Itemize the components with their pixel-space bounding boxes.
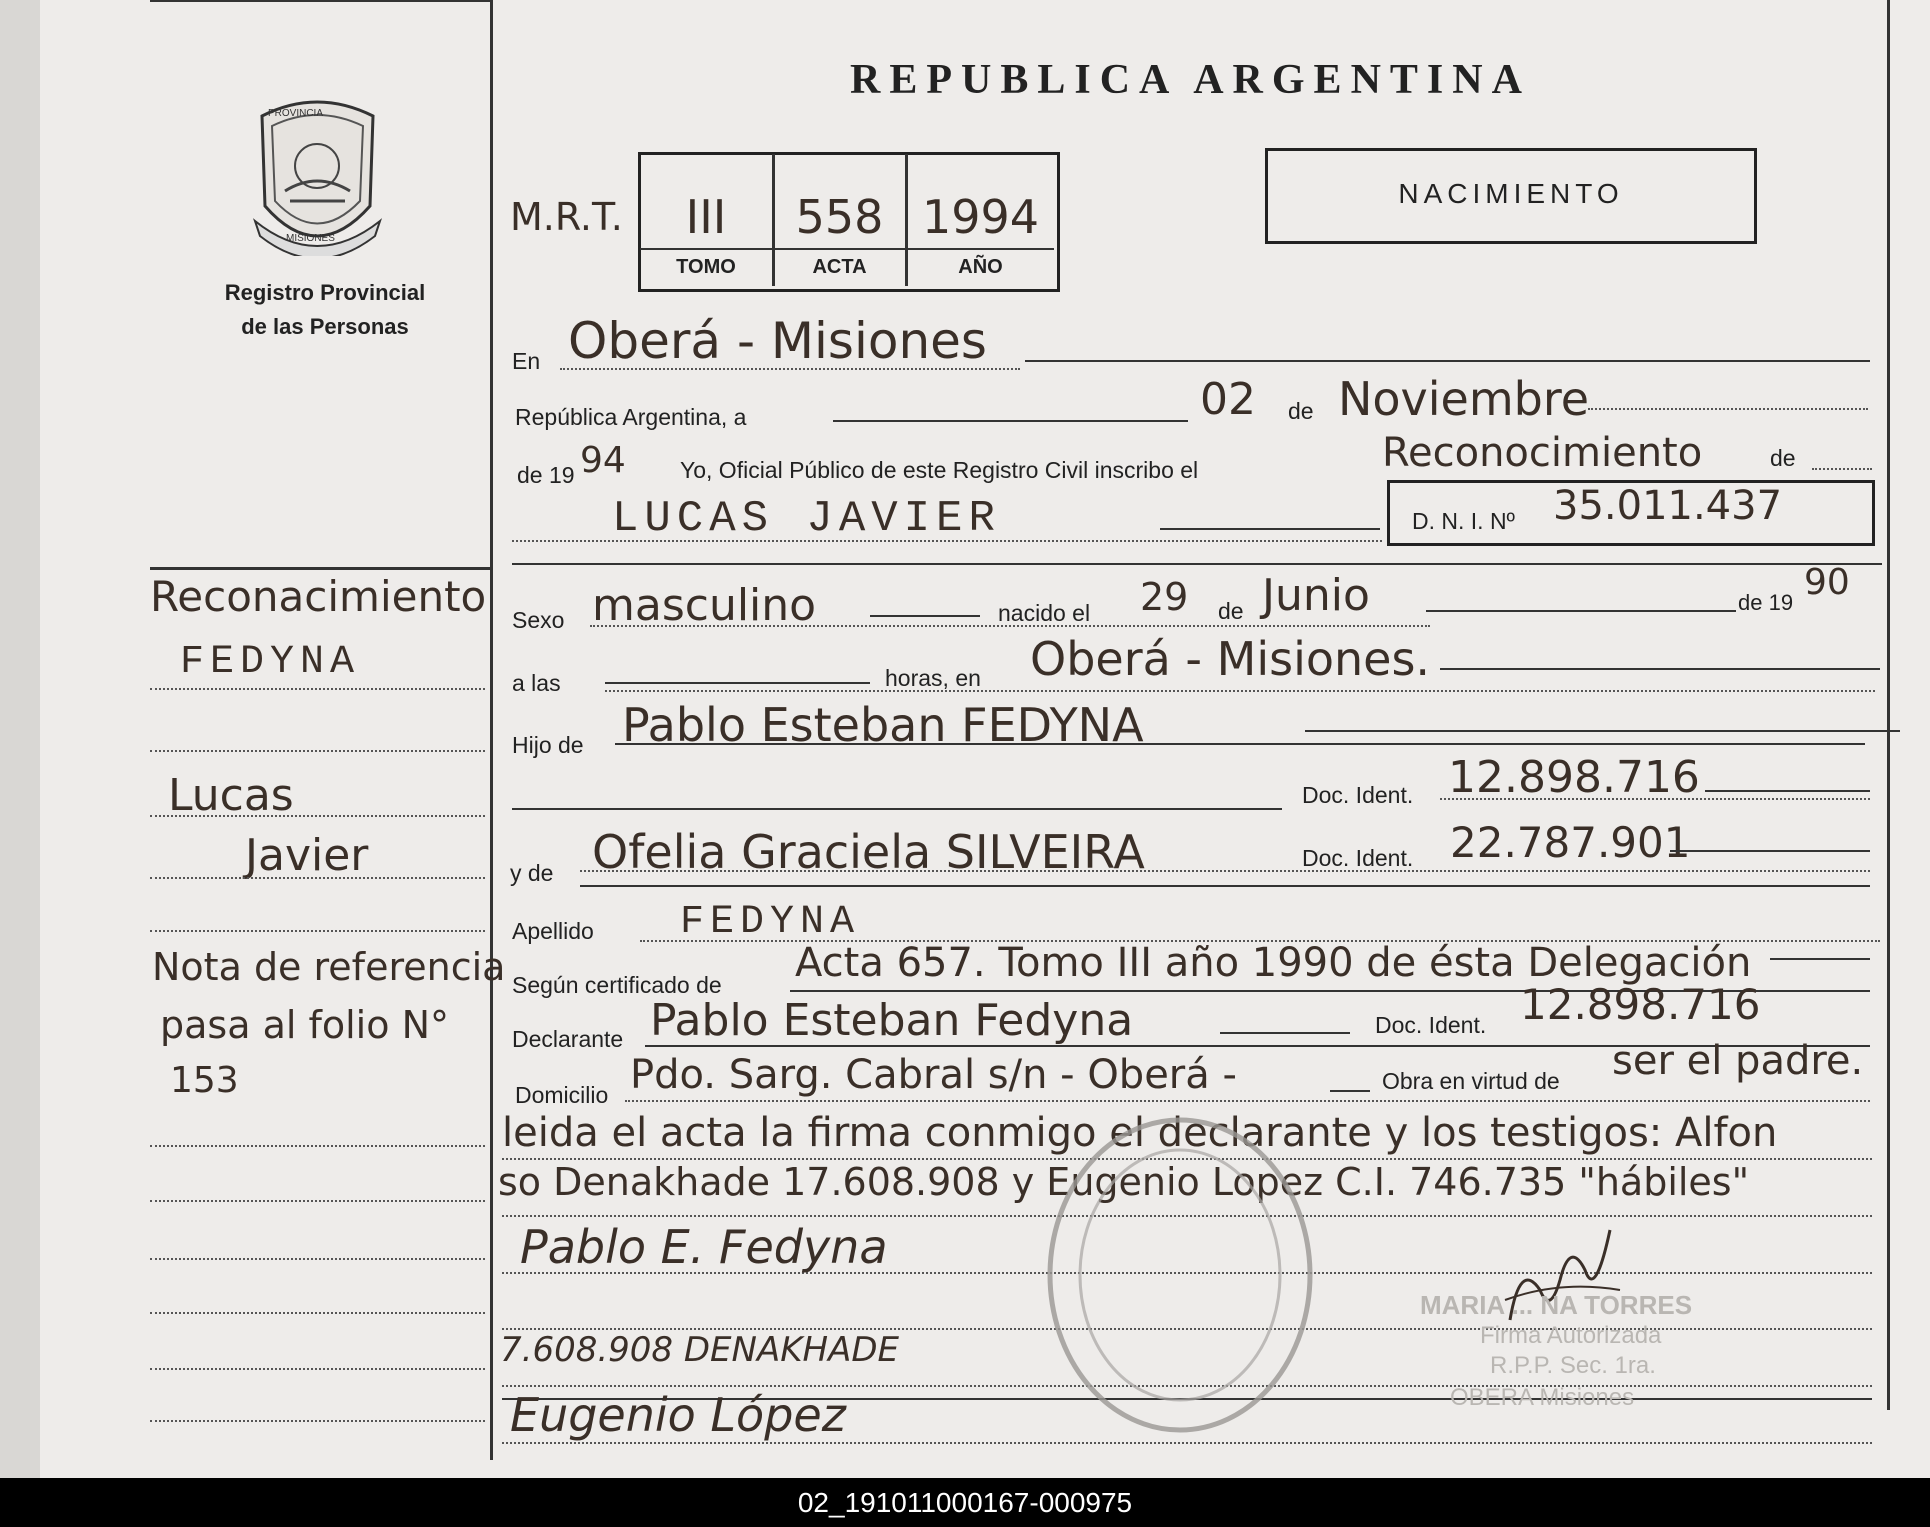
record-type-label: NACIMIENTO — [1398, 178, 1624, 209]
margin-note-title: Reconacimiento — [150, 572, 487, 621]
segun-value: Acta 657. Tomo III año 1990 de ésta Delegación — [795, 940, 1752, 986]
seal-bottom-text: MISIONES — [286, 233, 335, 244]
field-line — [512, 540, 1382, 542]
yde-label: y de — [510, 860, 554, 886]
margin-note-name2: Javier — [245, 830, 369, 881]
horas-label: horas, en — [885, 665, 981, 691]
field-line — [1670, 850, 1870, 852]
father-doc-value: 12.898.716 — [1448, 752, 1700, 803]
sidebar-line — [150, 1258, 485, 1260]
republica-label: República Argentina, a — [515, 404, 747, 430]
field-line — [1588, 408, 1868, 410]
yo-label: Yo, Oficial Público de este Registro Civil inscribo el — [680, 457, 1199, 483]
tomo-label: TOMO — [676, 256, 736, 278]
declarante-label: Declarante — [512, 1026, 624, 1052]
sidebar-line — [150, 1200, 485, 1202]
child-name-value: LUCAS JAVIER — [612, 494, 1001, 544]
doc-label: Doc. Ident. — [1302, 782, 1414, 808]
sidebar-line — [150, 1368, 485, 1370]
day-value: 02 — [1200, 374, 1256, 425]
sidebar-line — [150, 750, 485, 752]
right-border — [1887, 0, 1890, 1410]
dni-label: D. N. I. Nº — [1412, 508, 1515, 534]
sidebar-line — [150, 930, 485, 932]
segun-label: Según certificado de — [512, 972, 722, 998]
seal-top-text: PROVINCIA — [268, 108, 324, 119]
stamp-text-line2: Firma Autorizada — [1480, 1322, 1662, 1349]
alas-label: a las — [512, 670, 561, 696]
de19b-label: de 19 — [1738, 590, 1794, 615]
provincial-seal-icon — [250, 96, 385, 256]
field-line — [1160, 528, 1380, 530]
ano-label: AÑO — [958, 256, 1003, 278]
domicilio-label: Domicilio — [515, 1082, 609, 1108]
declarante-value: Pablo Esteban Fedyna — [650, 995, 1134, 1046]
field-line — [605, 682, 870, 684]
field-line — [1426, 610, 1736, 612]
sidebar-line — [150, 877, 485, 879]
field-line — [1770, 958, 1870, 960]
father-value: Pablo Esteban FEDYNA — [622, 698, 1144, 752]
field-line — [580, 885, 1870, 887]
act-value: Reconocimiento — [1382, 430, 1703, 476]
birth-month-value: Junio — [1262, 570, 1370, 621]
doc-label-mother: Doc. Ident. — [1302, 845, 1414, 871]
field-line — [615, 743, 1865, 745]
margin-note-name1: Lucas — [168, 770, 294, 821]
birth-year-value: 90 — [1804, 562, 1850, 603]
witness1-signature: 7.608.908 DENAKHADE — [500, 1330, 899, 1370]
field-line — [833, 420, 1188, 422]
field-line — [1812, 468, 1872, 470]
birth-place-value: Oberá - Misiones. — [1030, 632, 1431, 686]
statement-line1: leida el acta la firma conmigo el declarante y los testigos: Alfon — [502, 1110, 1778, 1156]
stamp-text-line3: R.P.P. Sec. 1ra. — [1490, 1352, 1656, 1379]
field-line — [590, 625, 1430, 627]
birth-day-value: 29 — [1140, 575, 1189, 619]
field-line — [1220, 1032, 1350, 1034]
witness2-signature: Eugenio López — [510, 1388, 846, 1442]
sidebar-line — [150, 1420, 485, 1422]
de3-label: de — [1218, 598, 1244, 624]
nacido-label: nacido el — [998, 600, 1091, 626]
sidebar-line — [150, 1312, 485, 1314]
place-value: Oberá - Misiones — [568, 312, 987, 370]
sidebar-line — [150, 815, 485, 817]
field-line — [870, 615, 980, 617]
hijo-label: Hijo de — [512, 732, 584, 758]
country-title: REPUBLICA ARGENTINA — [850, 57, 1531, 103]
domicilio-value: Pdo. Sarg. Cabral s/n - Oberá - — [630, 1052, 1237, 1098]
year-value: 94 — [580, 440, 626, 481]
acta-value: 558 — [795, 190, 884, 244]
sidebar-line — [150, 688, 485, 690]
de-label: de — [1288, 398, 1314, 424]
reference-note-line3: 153 — [170, 1060, 239, 1101]
sidebar-line — [150, 1145, 485, 1147]
field-line — [502, 1442, 1872, 1444]
statement-line2: so Denakhade 17.608.908 y Eugenio Lopez C.I. 746.735 "hábiles" — [498, 1160, 1750, 1204]
reference-note-line1: Nota de referencia — [152, 945, 506, 989]
stamp-text-line4: OBERA Misiones — [1450, 1384, 1635, 1411]
org-name-line1: Registro Provincial — [224, 280, 426, 305]
de19-label: de 19 — [517, 462, 575, 488]
ano-value: 1994 — [921, 190, 1040, 244]
acta-label: ACTA — [812, 256, 867, 278]
dni-value: 35.011.437 — [1553, 483, 1783, 529]
reference-note-line2: pasa al folio N° — [160, 1003, 449, 1047]
page-edge — [0, 0, 40, 1478]
registry-prefix: M.R.T. — [510, 195, 623, 239]
image-caption: 02_191011000167-000975 — [0, 1478, 1930, 1527]
table-row-rule — [640, 248, 1054, 250]
field-line — [512, 563, 1882, 565]
father-signature: Pablo E. Fedyna — [520, 1220, 888, 1274]
apellido-value: FEDYNA — [680, 900, 861, 945]
mother-doc-value: 22.787.901 — [1450, 818, 1691, 867]
field-line — [512, 808, 1282, 810]
field-line — [625, 1100, 1870, 1102]
tomo-value: III — [685, 190, 727, 244]
apellido-label: Apellido — [512, 918, 594, 944]
mother-value: Ofelia Graciela SILVEIRA — [592, 825, 1145, 879]
field-line — [1025, 360, 1870, 362]
month-value: Noviembre — [1338, 372, 1590, 426]
declarante-doc-label: Doc. Ident. — [1375, 1012, 1487, 1038]
field-line — [1305, 730, 1900, 732]
declarante-doc-value: 12.898.716 — [1520, 980, 1761, 1029]
field-line — [1705, 790, 1870, 792]
top-line-left — [150, 0, 490, 2]
obra-label: Obra en virtud de — [1382, 1068, 1560, 1094]
sexo-label: Sexo — [512, 607, 565, 633]
field-line — [605, 690, 1875, 692]
field-line — [580, 870, 1870, 872]
de2-label: de — [1770, 445, 1796, 471]
stamp-text-line1: MARIA ... NA TORRES — [1420, 1290, 1693, 1320]
field-line — [1440, 798, 1870, 800]
official-round-stamp — [1040, 1110, 1320, 1440]
sidebar-rule — [150, 567, 490, 570]
margin-note-surname: FEDYNA — [180, 640, 361, 685]
en-label: En — [512, 348, 541, 374]
field-line — [1440, 668, 1880, 670]
column-divider — [490, 0, 493, 1460]
obra-value: ser el padre. — [1612, 1038, 1864, 1084]
field-line — [1330, 1090, 1370, 1092]
org-name-line2: de las Personas — [241, 314, 409, 339]
sexo-value: masculino — [592, 580, 817, 631]
